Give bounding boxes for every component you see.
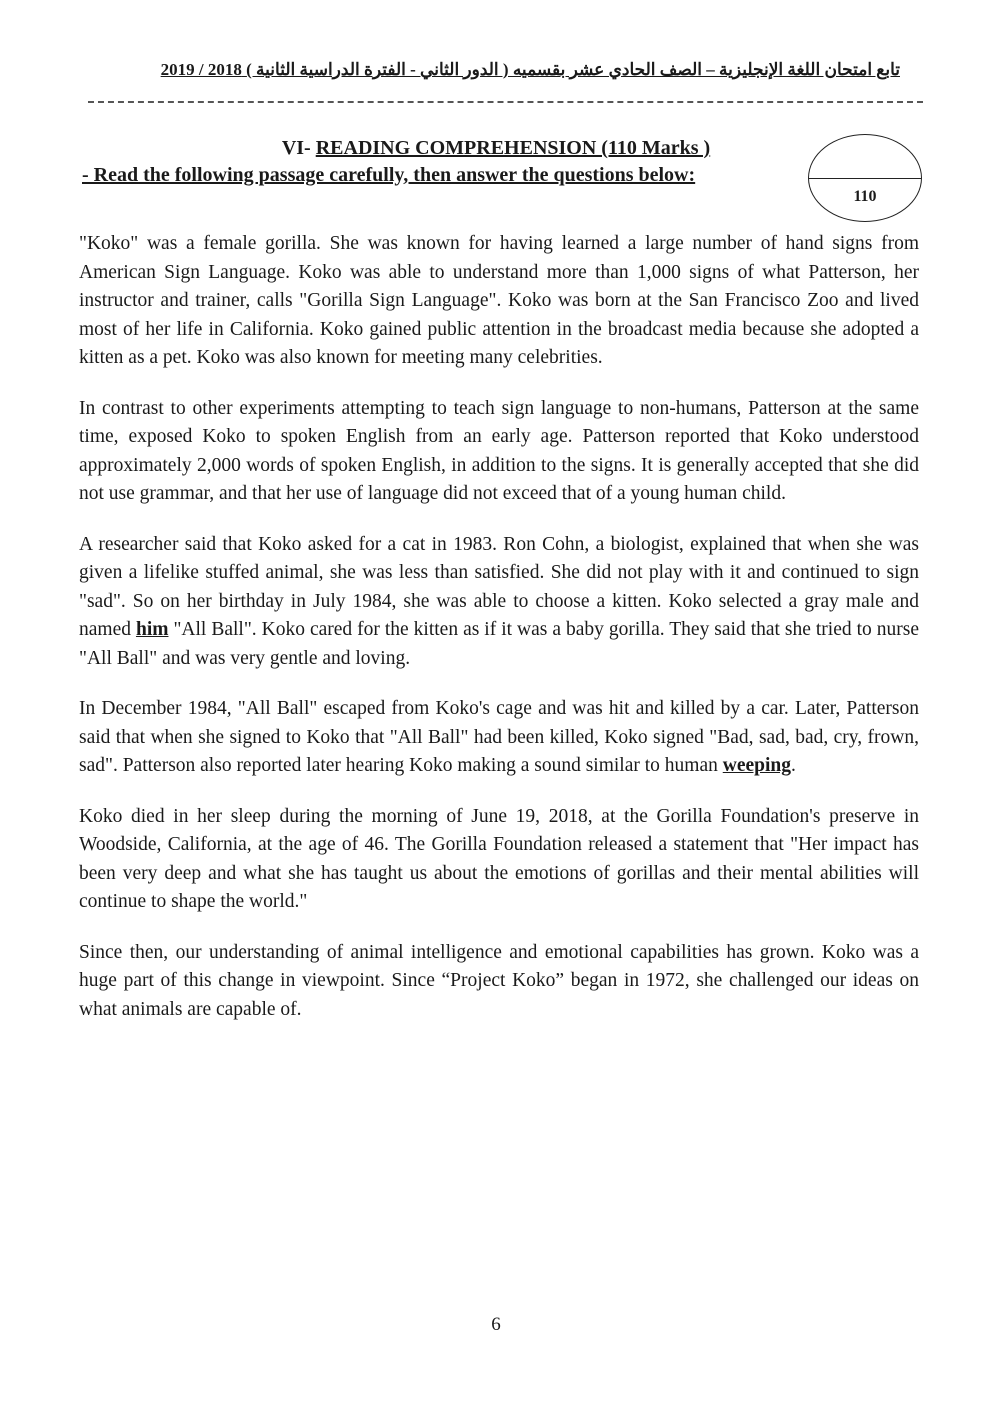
paragraph [79,531,919,674]
text: . [790,755,796,776]
divider [88,101,923,103]
marks-value: 110 [853,188,877,205]
header-arabic: تابع امتحان اللغة الإنجليزية – الصف الحادي عشر بقسميه ( الدور الثاني - الفترة الدراسية الثانية ) [246,60,900,79]
underlined-word: weeping [722,755,791,776]
page-number: 6 [491,1314,501,1335]
paragraph: "Koko" was a female gorilla. She was known for having learned a large number of hand signs from American Sign Language. Koko was able to understand more than 1,000 signs of what Patterson, her instructor and trainer, calls "Gorilla Sign Language". Koko was born at the San Francisco Zoo and lived most of her life in California. Koko gained public attention in the broadcast media because she adopted a kitten as a pet. Koko was also known for meeting many celebrities. [79,233,919,368]
paragraph: Since then, our understanding of animal intelligence and emotional capabilities has grown. Koko was a huge part of this change in viewpoint. Since “Project Koko” began in 1972, she challenged our ideas on what animals are capable of. [79,941,919,1020]
paragraph [79,695,919,781]
underlined-word: him [135,619,169,640]
reading-passage [79,230,919,1046]
marks-divider [809,178,921,179]
text: "All Ball". Koko cared for the kitten as if it was a baby gorilla. They said that she tried to nurse "All Ball" and was very gentle and loving. [79,619,919,669]
section-title-text: READING COMPREHENSION (110 Marks ) [315,137,711,159]
paragraph: Koko died in her sleep during the morning of June 19, 2018, at the Gorilla Foundation's preserve in Woodside, California, at the age of 46. The Gorilla Foundation released a statement that "Her impact has been very deep and what she has taught us about the emotions of gorillas and their mental abilities will continue to shape the world." [79,805,919,912]
paragraph: In contrast to other experiments attempting to teach sign language to non-humans, Patterson at the same time, exposed Koko to spoken English from an early age. Patterson reported that Koko understood approximately 2,000 words of spoken English, in addition to the signs. It is generally accepted that she did not use grammar, and that her use of language did not exceed that of a young human child. [79,397,919,504]
instruction: - Read the following passage carefully, then answer the questions below: [82,164,696,186]
exam-header [135,60,900,80]
header-year: 2019 / 2018 [160,60,242,79]
marks-circle [808,134,922,222]
text: A researcher said that Koko asked for a cat in 1983. Ron Cohn, a biologist, explained that when she was given a lifelike stuffed animal, she was less than satisfied. She did not play with it and continued to sign "sad". So on her birthday in July 1984, she was able to choose a kitten. Koko selected a gray male and named [79,533,919,640]
text: In December 1984, "All Ball" escaped from Koko's cage and was hit and killed by a car. Later, Patterson said that when she signed to Koko that "All Ball" had been killed, Koko signed "Bad, sad, bad, cry, frown, sad". Patterson also reported later hearing Koko making a sound similar to human [79,698,919,776]
section-number: VI- [281,137,311,159]
